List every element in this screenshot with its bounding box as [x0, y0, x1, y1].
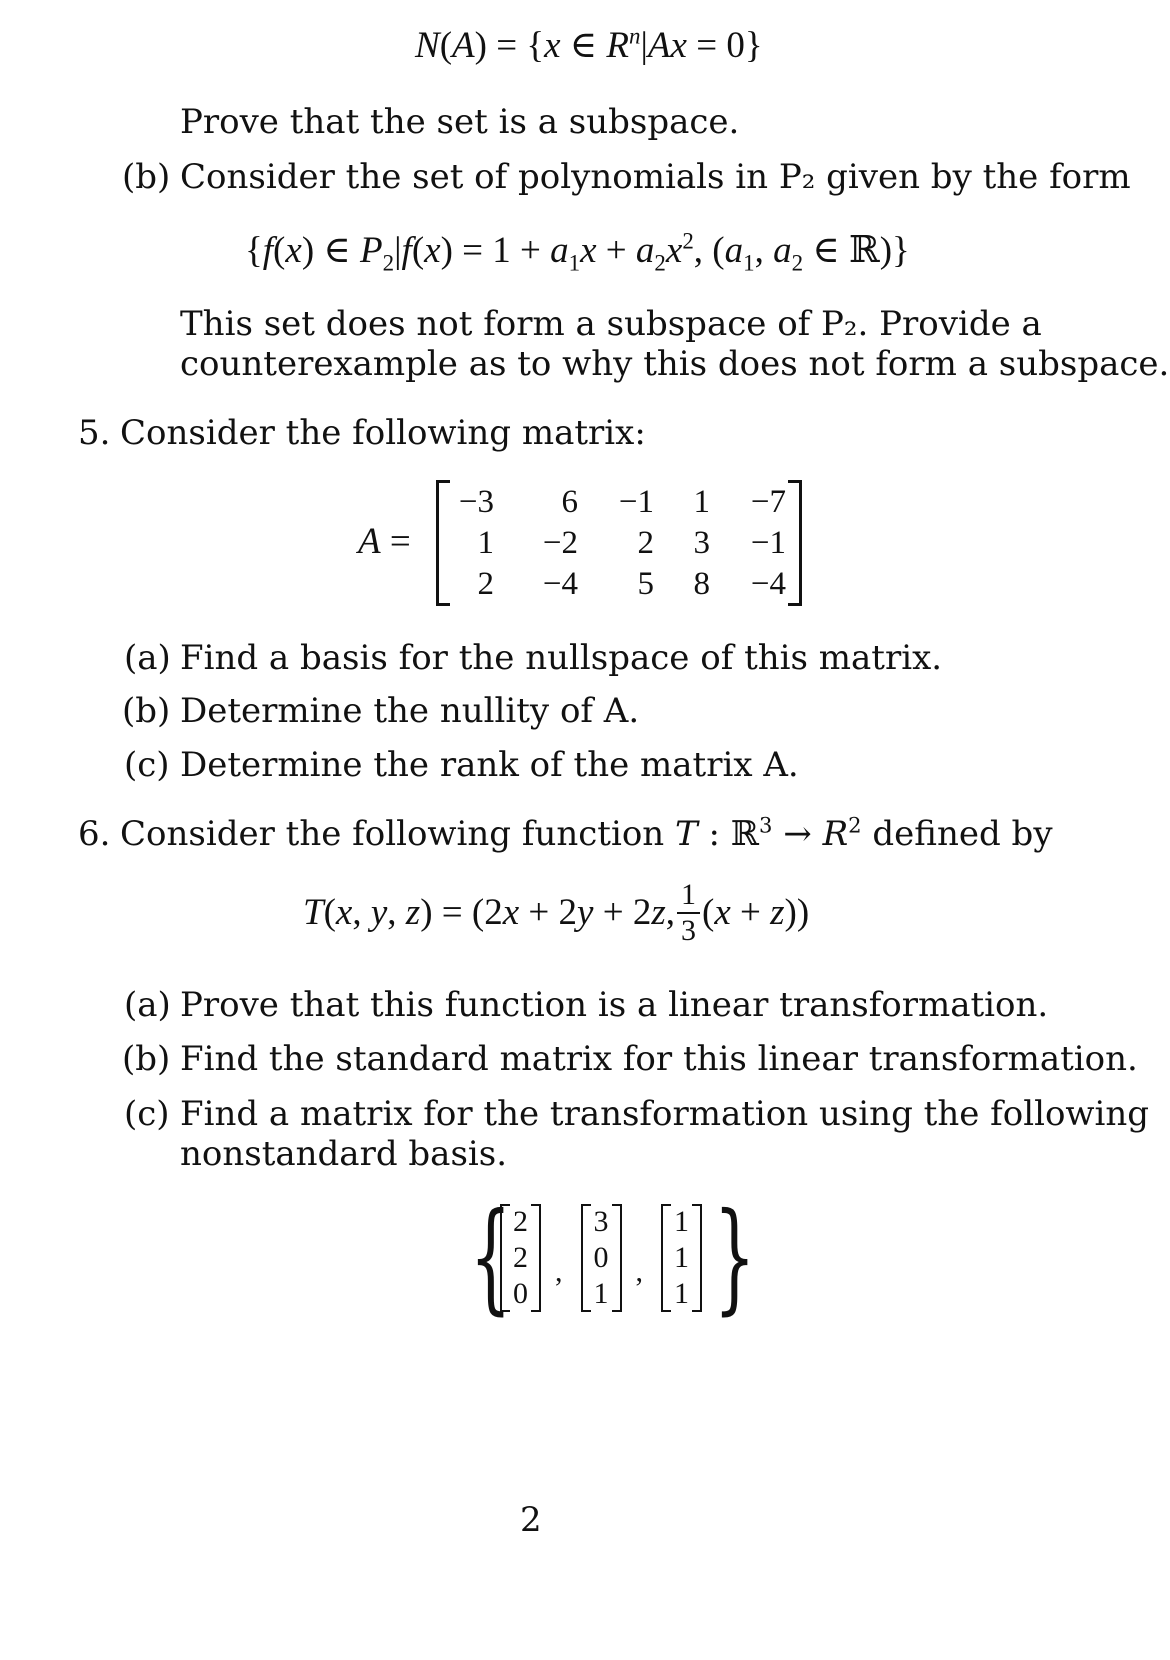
q6-text: Consider the following function T : ℝ$^3$ → $R^2$ defined by — [120, 812, 1053, 854]
matrix-cell-r1-c2: 6 — [561, 483, 578, 520]
q4a-tail-text: Prove that the set is a subspace. — [180, 102, 740, 142]
q5c-text: Determine the rank of the matrix A. — [180, 745, 799, 785]
q6a-text: Prove that this function is a linear transformation. — [180, 985, 1049, 1025]
basis-vector-2 — [581, 1204, 622, 1312]
q6c-label: (c) — [124, 1094, 170, 1134]
basis-vector-3-entry-2: 1 — [674, 1241, 689, 1274]
q6b-label: (b) — [122, 1039, 171, 1079]
matrix-cell-r3-c4: 8 — [693, 565, 710, 602]
matrix-left-bracket — [436, 480, 450, 606]
basis-vectors — [496, 1201, 706, 1315]
matrix-cell-r3-c2: −4 — [542, 565, 578, 602]
basis-comma: , — [635, 1255, 643, 1288]
matrix-cell-r1-c1: −3 — [458, 483, 494, 520]
matrix-cell-r2-c3: 2 — [637, 524, 654, 561]
function-rhs: (x + z)) — [701, 892, 810, 933]
basis-vector-1-entry-2: 2 — [513, 1241, 528, 1274]
q4b-followup-line1: This set does not form a subspace of P₂. Provide a — [180, 304, 1042, 344]
basis-vector-1-entry-3: 0 — [513, 1277, 528, 1310]
nullspace-definition: N(A) = {x ∈ $R^n|Ax = 0$} — [415, 23, 763, 66]
basis-vector-2-entry-1: 3 — [593, 1205, 609, 1238]
q4b-followup-line2: counterexample as to why this does not form a subspace. — [180, 344, 1170, 384]
q6b-text: Find the standard matrix for this linear transformation. — [180, 1039, 1138, 1079]
matrix-cell-r1-c4: 1 — [693, 483, 710, 520]
matrix-cell-r2-c2: −2 — [542, 524, 578, 561]
q5-text: Consider the following matrix: — [120, 413, 646, 453]
matrix-cell-r2-c4: 3 — [693, 524, 710, 561]
matrix-cell-r3-c5: −4 — [750, 565, 786, 602]
matrix-a — [436, 480, 802, 606]
nonstandard-basis-set — [462, 1188, 756, 1327]
matrix-cell-r2-c5: −1 — [750, 524, 786, 561]
matrix-cell-r1-c5: −7 — [750, 483, 786, 520]
page-number: 2 — [520, 1500, 542, 1540]
polynomial-set-equation: {f(x) ∈ $P_2|f(x) = 1 + a_1x + a_2x^2$, ($a_1$, $a_2$ ∈ ℝ)} — [245, 228, 910, 276]
matrix-cell-r3-c3: 5 — [637, 565, 654, 602]
q5a-label: (a) — [124, 638, 171, 678]
basis-comma: , — [555, 1255, 563, 1288]
q6a-label: (a) — [124, 985, 171, 1025]
function-lhs: T(x, y, z) = (2x + 2y + 2z, — [303, 892, 675, 933]
basis-vector-3 — [661, 1204, 702, 1312]
q5c-label: (c) — [124, 745, 170, 785]
matrix-right-bracket — [788, 480, 802, 606]
basis-vector-2-entry-2: 0 — [593, 1241, 609, 1274]
matrix-cell-r1-c3: −1 — [618, 483, 654, 520]
q4b-text: Consider the set of polynomials in P₂ given by the form — [180, 157, 1131, 197]
q5b-label: (b) — [122, 691, 171, 731]
q6c-text: Find a matrix for the transformation using the following — [180, 1094, 1150, 1134]
function-definition — [303, 878, 809, 948]
basis-vector-1-entry-1: 2 — [513, 1205, 528, 1238]
basis-vector-2-entry-3: 1 — [593, 1277, 609, 1310]
q5a-text: Find a basis for the nullspace of this matrix. — [180, 638, 943, 678]
q4b-label: (b) — [122, 157, 171, 197]
left-brace: { — [469, 1188, 512, 1327]
nullspace-lhs: N(A) — [415, 25, 487, 66]
matrix-grid — [450, 480, 788, 607]
q6c-text-line2: nonstandard basis. — [180, 1134, 508, 1174]
q5-label: 5. — [78, 413, 111, 453]
matrix-name: A = — [358, 521, 411, 562]
one-third-fraction: $\frac{1}{3}$ — [677, 878, 700, 948]
matrix-cell-r3-c1: 2 — [477, 565, 494, 602]
q6-label: 6. — [78, 814, 111, 854]
q5b-text: Determine the nullity of A. — [180, 691, 640, 731]
matrix-cell-r2-c1: 1 — [477, 524, 494, 561]
basis-vector-3-entry-1: 1 — [674, 1205, 689, 1238]
basis-vector-3-entry-3: 1 — [674, 1277, 689, 1310]
right-brace: } — [713, 1188, 756, 1327]
